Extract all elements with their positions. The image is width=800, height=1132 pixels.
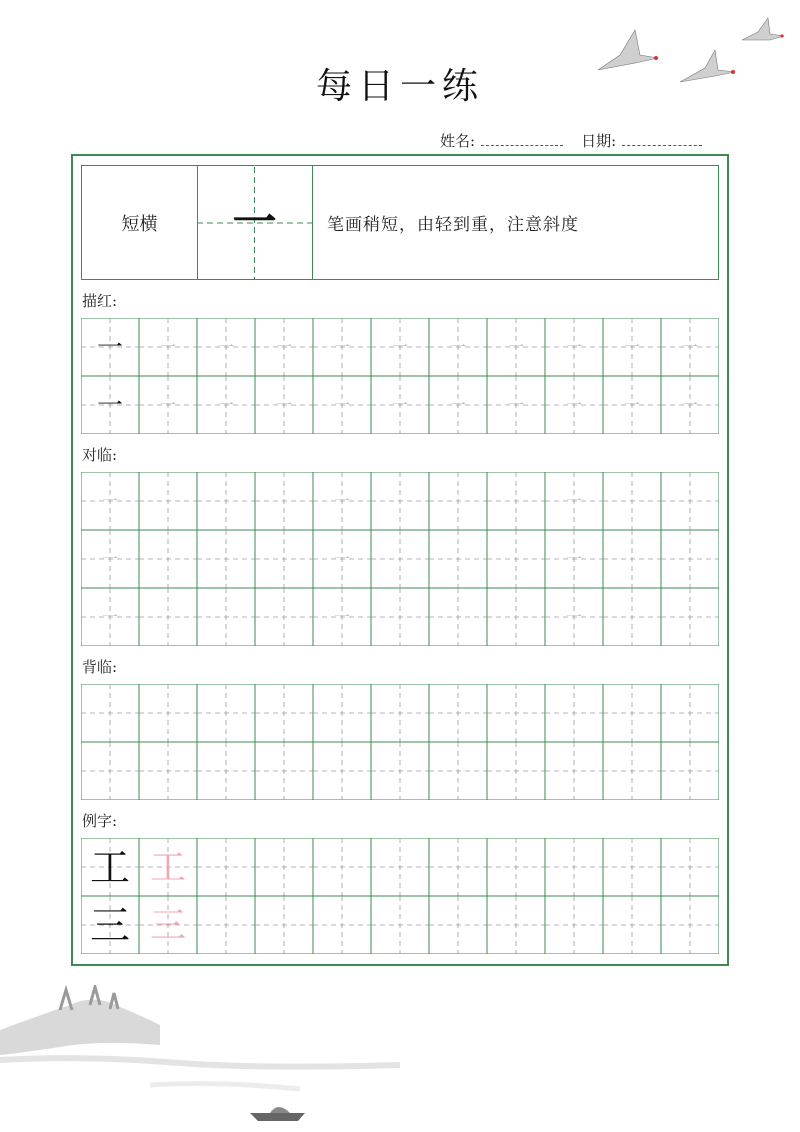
grid-cell[interactable] xyxy=(371,684,429,742)
trace-glyph: 一 xyxy=(217,337,235,357)
grid-cell[interactable] xyxy=(197,472,255,530)
grid-cell[interactable] xyxy=(661,472,719,530)
grid-cell[interactable] xyxy=(139,472,197,530)
trace-glyph: 一 xyxy=(681,395,699,415)
grid-cell[interactable] xyxy=(139,684,197,742)
grid-cell[interactable] xyxy=(487,530,545,588)
grid-cell[interactable] xyxy=(139,588,197,646)
model-glyph: 一 xyxy=(96,333,124,364)
trace-glyph: 一 xyxy=(159,395,177,415)
cranes-illustration xyxy=(580,10,790,100)
grid-cell[interactable] xyxy=(429,838,487,896)
example-glyph: 工 xyxy=(90,845,130,891)
grid-cell[interactable] xyxy=(255,588,313,646)
copy-section-label: 对临: xyxy=(82,446,118,464)
recall-section-label: 背临: xyxy=(82,658,118,676)
trace-glyph: 一 xyxy=(507,395,525,415)
grid-cell[interactable] xyxy=(603,838,661,896)
grid-cell[interactable] xyxy=(429,588,487,646)
grid-cell[interactable] xyxy=(255,472,313,530)
grid-cell[interactable] xyxy=(429,684,487,742)
trace-glyph: 一 xyxy=(623,395,641,415)
grid-cell[interactable] xyxy=(371,742,429,800)
example-trace-glyph: 工 xyxy=(149,847,187,889)
grid-cell[interactable] xyxy=(661,588,719,646)
examples-grid xyxy=(81,838,719,954)
grid-cell[interactable] xyxy=(429,896,487,954)
trace-section-label: 描红: xyxy=(82,292,118,310)
trace-glyph: 一 xyxy=(681,337,699,357)
grid-cell[interactable] xyxy=(255,684,313,742)
trace-glyph: 一 xyxy=(333,395,351,415)
grid-cell[interactable] xyxy=(371,838,429,896)
grid-cell[interactable] xyxy=(255,742,313,800)
example-trace-glyph: 三 xyxy=(149,905,187,947)
grid-cell[interactable] xyxy=(661,742,719,800)
grid-cell[interactable] xyxy=(371,896,429,954)
examples-section-label: 例字: xyxy=(82,812,118,830)
hint-glyph: 一 xyxy=(565,491,583,511)
stroke-intro-box xyxy=(81,165,719,280)
grid-cell[interactable] xyxy=(545,684,603,742)
grid-cell[interactable] xyxy=(371,472,429,530)
grid-cell[interactable] xyxy=(371,530,429,588)
grid-cell[interactable] xyxy=(487,838,545,896)
trace-glyph: 一 xyxy=(449,337,467,357)
trace-glyph: 一 xyxy=(623,337,641,357)
grid-cell[interactable] xyxy=(313,742,371,800)
landscape-illustration xyxy=(0,985,420,1132)
student-info xyxy=(440,130,702,151)
grid-cell[interactable] xyxy=(139,530,197,588)
grid-cell[interactable] xyxy=(197,588,255,646)
hint-glyph: 一 xyxy=(101,491,119,511)
hint-glyph: 一 xyxy=(101,549,119,569)
trace-glyph: 一 xyxy=(333,337,351,357)
grid-cell[interactable] xyxy=(487,588,545,646)
stroke-demo-cell xyxy=(197,166,313,279)
trace-grid xyxy=(81,318,719,434)
grid-cell[interactable] xyxy=(197,684,255,742)
grid-cell[interactable] xyxy=(487,472,545,530)
grid-cell[interactable] xyxy=(255,530,313,588)
stroke-name: 短横 xyxy=(82,166,198,279)
grid-cell[interactable] xyxy=(429,530,487,588)
recall-grid xyxy=(81,684,719,800)
hint-glyph: 一 xyxy=(565,607,583,627)
date-field[interactable] xyxy=(622,137,702,146)
trace-glyph: 一 xyxy=(449,395,467,415)
grid-cell[interactable] xyxy=(81,742,139,800)
grid-cell[interactable] xyxy=(661,684,719,742)
grid-cell[interactable] xyxy=(255,896,313,954)
grid-cell[interactable] xyxy=(661,838,719,896)
grid-cell[interactable] xyxy=(255,838,313,896)
grid-cell[interactable] xyxy=(197,896,255,954)
grid-cell[interactable] xyxy=(545,742,603,800)
grid-cell[interactable] xyxy=(429,472,487,530)
grid-cell[interactable] xyxy=(603,742,661,800)
grid-cell[interactable] xyxy=(197,838,255,896)
trace-glyph: 一 xyxy=(565,395,583,415)
grid-cell[interactable] xyxy=(487,896,545,954)
date-label: 日期: xyxy=(581,132,617,150)
trace-glyph: 一 xyxy=(275,337,293,357)
trace-glyph: 一 xyxy=(217,395,235,415)
grid-cell[interactable] xyxy=(487,684,545,742)
grid-cell[interactable] xyxy=(197,530,255,588)
name-field[interactable] xyxy=(481,137,563,146)
trace-glyph: 一 xyxy=(507,337,525,357)
trace-glyph: 一 xyxy=(159,337,177,357)
grid-cell[interactable] xyxy=(545,838,603,896)
grid-cell[interactable] xyxy=(81,684,139,742)
stroke-description: 笔画稍短，由轻到重，注意斜度 xyxy=(327,215,579,235)
hint-glyph: 一 xyxy=(333,607,351,627)
stroke-glyph: 一 xyxy=(232,196,277,248)
hint-glyph: 一 xyxy=(333,491,351,511)
grid-cell[interactable] xyxy=(371,588,429,646)
grid-cell[interactable] xyxy=(197,742,255,800)
example-glyph: 三 xyxy=(90,903,130,949)
grid-cell[interactable] xyxy=(545,896,603,954)
grid-cell[interactable] xyxy=(313,838,371,896)
grid-cell[interactable] xyxy=(313,896,371,954)
grid-cell[interactable] xyxy=(661,896,719,954)
model-glyph: 一 xyxy=(96,391,124,422)
stroke-demo-grid xyxy=(197,167,312,279)
name-label: 姓名: xyxy=(440,132,476,150)
trace-glyph: 一 xyxy=(391,395,409,415)
grid-cell[interactable] xyxy=(313,684,371,742)
hint-glyph: 一 xyxy=(101,607,119,627)
grid-cell[interactable] xyxy=(429,742,487,800)
grid-cell[interactable] xyxy=(603,472,661,530)
grid-cell[interactable] xyxy=(487,742,545,800)
grid-cell[interactable] xyxy=(661,530,719,588)
hint-glyph: 一 xyxy=(565,549,583,569)
trace-glyph: 一 xyxy=(391,337,409,357)
page-title: 每日一练 xyxy=(315,66,484,107)
trace-glyph: 一 xyxy=(275,395,293,415)
hint-glyph: 一 xyxy=(333,549,351,569)
grid-cell[interactable] xyxy=(603,588,661,646)
copy-grid xyxy=(81,472,719,646)
grid-cell[interactable] xyxy=(139,742,197,800)
trace-glyph: 一 xyxy=(565,337,583,357)
grid-cell[interactable] xyxy=(603,684,661,742)
grid-cell[interactable] xyxy=(603,530,661,588)
grid-cell[interactable] xyxy=(603,896,661,954)
